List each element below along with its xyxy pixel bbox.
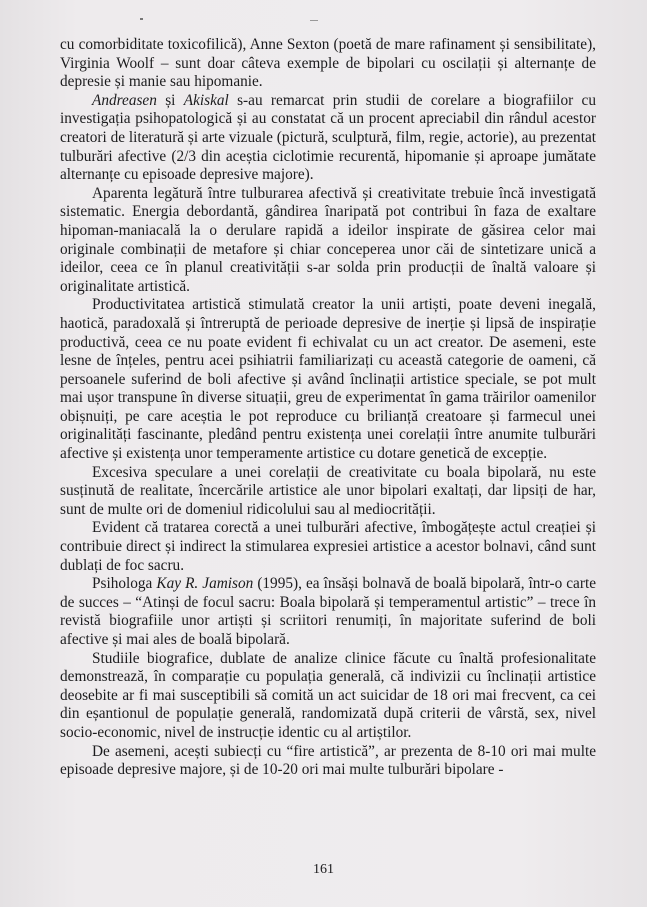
body-text [60,36,596,780]
author-name: Kay R. Jamison [156,575,254,593]
scan-speck [310,20,318,21]
paragraph-lead: Psihologa [92,575,157,593]
paragraph: Studiile biografice, dublate de analize clinice făcute cu înaltă profesionalitate demonstrează, în comparație cu populația generală, că indivizii cu înclinații artistice deosebite ar fi mai susceptibili să comită un act suicidar de 18 ori mai frecvent, ca cei din eșantionul de populație generală, randomizată după criterii de vârstă, sex, nivel socio-economic, nivel de instrucție identic cu al artiștilor. [60,649,596,741]
paragraph [60,92,596,185]
paragraph-text: (1995), ea însăși bolnavă de boală bipolară, într-o carte de succes – “Atinși de focul sacru: Boala bipolară și temperamentul artistic” – trece în revistă biografiile unor artiști și scriitori renumiți, în majoritate suferind de boli afective și mai ales de boală bipolară. [60,575,596,648]
conjunction: și [156,91,184,109]
author-name: Andreasen [92,91,157,109]
paragraph: cu comorbiditate toxicofilică), Anne Sexton (poetă de mare rafinament și sensibilitate), Virginia Woolf – sunt doar câteva exemple de bipolari cu oscilații și alternanțe de depresie și manie sau hipomanie. [60,36,596,91]
author-name: Akiskal [183,91,229,109]
paragraph: Aparenta legătură între tulburarea afectivă și creativitate trebuie încă investigată sistematic. Energia debordantă, gândirea înaripată pot contribui în faza de exaltare hipoman-maniacală la o derulare rapidă a ideilor inspirate de găsirea celor mai originale combinații de metafore și chiar conceperea unor căi de sintetizare unică a ideilor, ceea ce în planul creativității s-ar solda prin producții de înaltă valoare și originalitate artistică. [60,184,596,295]
paragraph: De asemeni, acești subiecți cu “fire artistică”, ar prezenta de 8-10 ori mai multe episoade depresive majore, și de 10-20 ori mai multe tulburări bipolare - [60,742,596,779]
page-number: 161 [313,862,334,877]
paragraph: Productivitatea artistică stimulată creator la unii artiști, poate deveni inegală, haotică, paradoxală și întreruptă de perioade depresive de inerție și lipsă de inspirație productivă, ceea ce nu poate evident fi echivalat cu un act creator. De asemeni, este lesne de înțeles, pentru acei psihiatrii familiarizați cu această categorie de oameni, că persoanele suferind de boli afective și având înclinații artistice speciale, se pot mult mai ușor transpune în diverse situații, greu de experimentat în gama trăirilor oamenilor obișnuiți, pe care aceștia le pot reproduce cu brilianță creatoare și farmecul unei originalități fascinante, pledând pentru existența unei corelații între anumite tulburări afective și existența unor temperamente artistice cu dotare genetică de excepție. [60,296,596,463]
scan-speck [140,18,143,20]
paragraph-text: s-au remarcat prin studii de corelare a biografiilor cu investigația psihopatologică și au constatat că un procent apreciabil din rândul acestor creatori de literatură și arte vizuale (pictură, sculptură, film, regie, actorie), au prezentat tulburări afective (2/3 din aceștia ciclotimie recurentă, hipomanie și aproape jumătate alternanțe cu episoade depresive majore). [60,91,596,184]
paragraph: Evident că tratarea corectă a unei tulburări afective, îmbogățește actul creației și contribuie direct și indirect la stimularea expresiei artistice a acestor bolnavi, când sunt dublați de foc sacru. [60,519,596,574]
paragraph: Excesiva speculare a unei corelații de creativitate cu boala bipolară, nu este susținută de realitate, încercările artistice ale unor bipolari exaltați, dar lipsiți de har, sunt de multe ori de domeniul ridicolului sau al mediocrității. [60,463,596,518]
paragraph [60,575,596,649]
